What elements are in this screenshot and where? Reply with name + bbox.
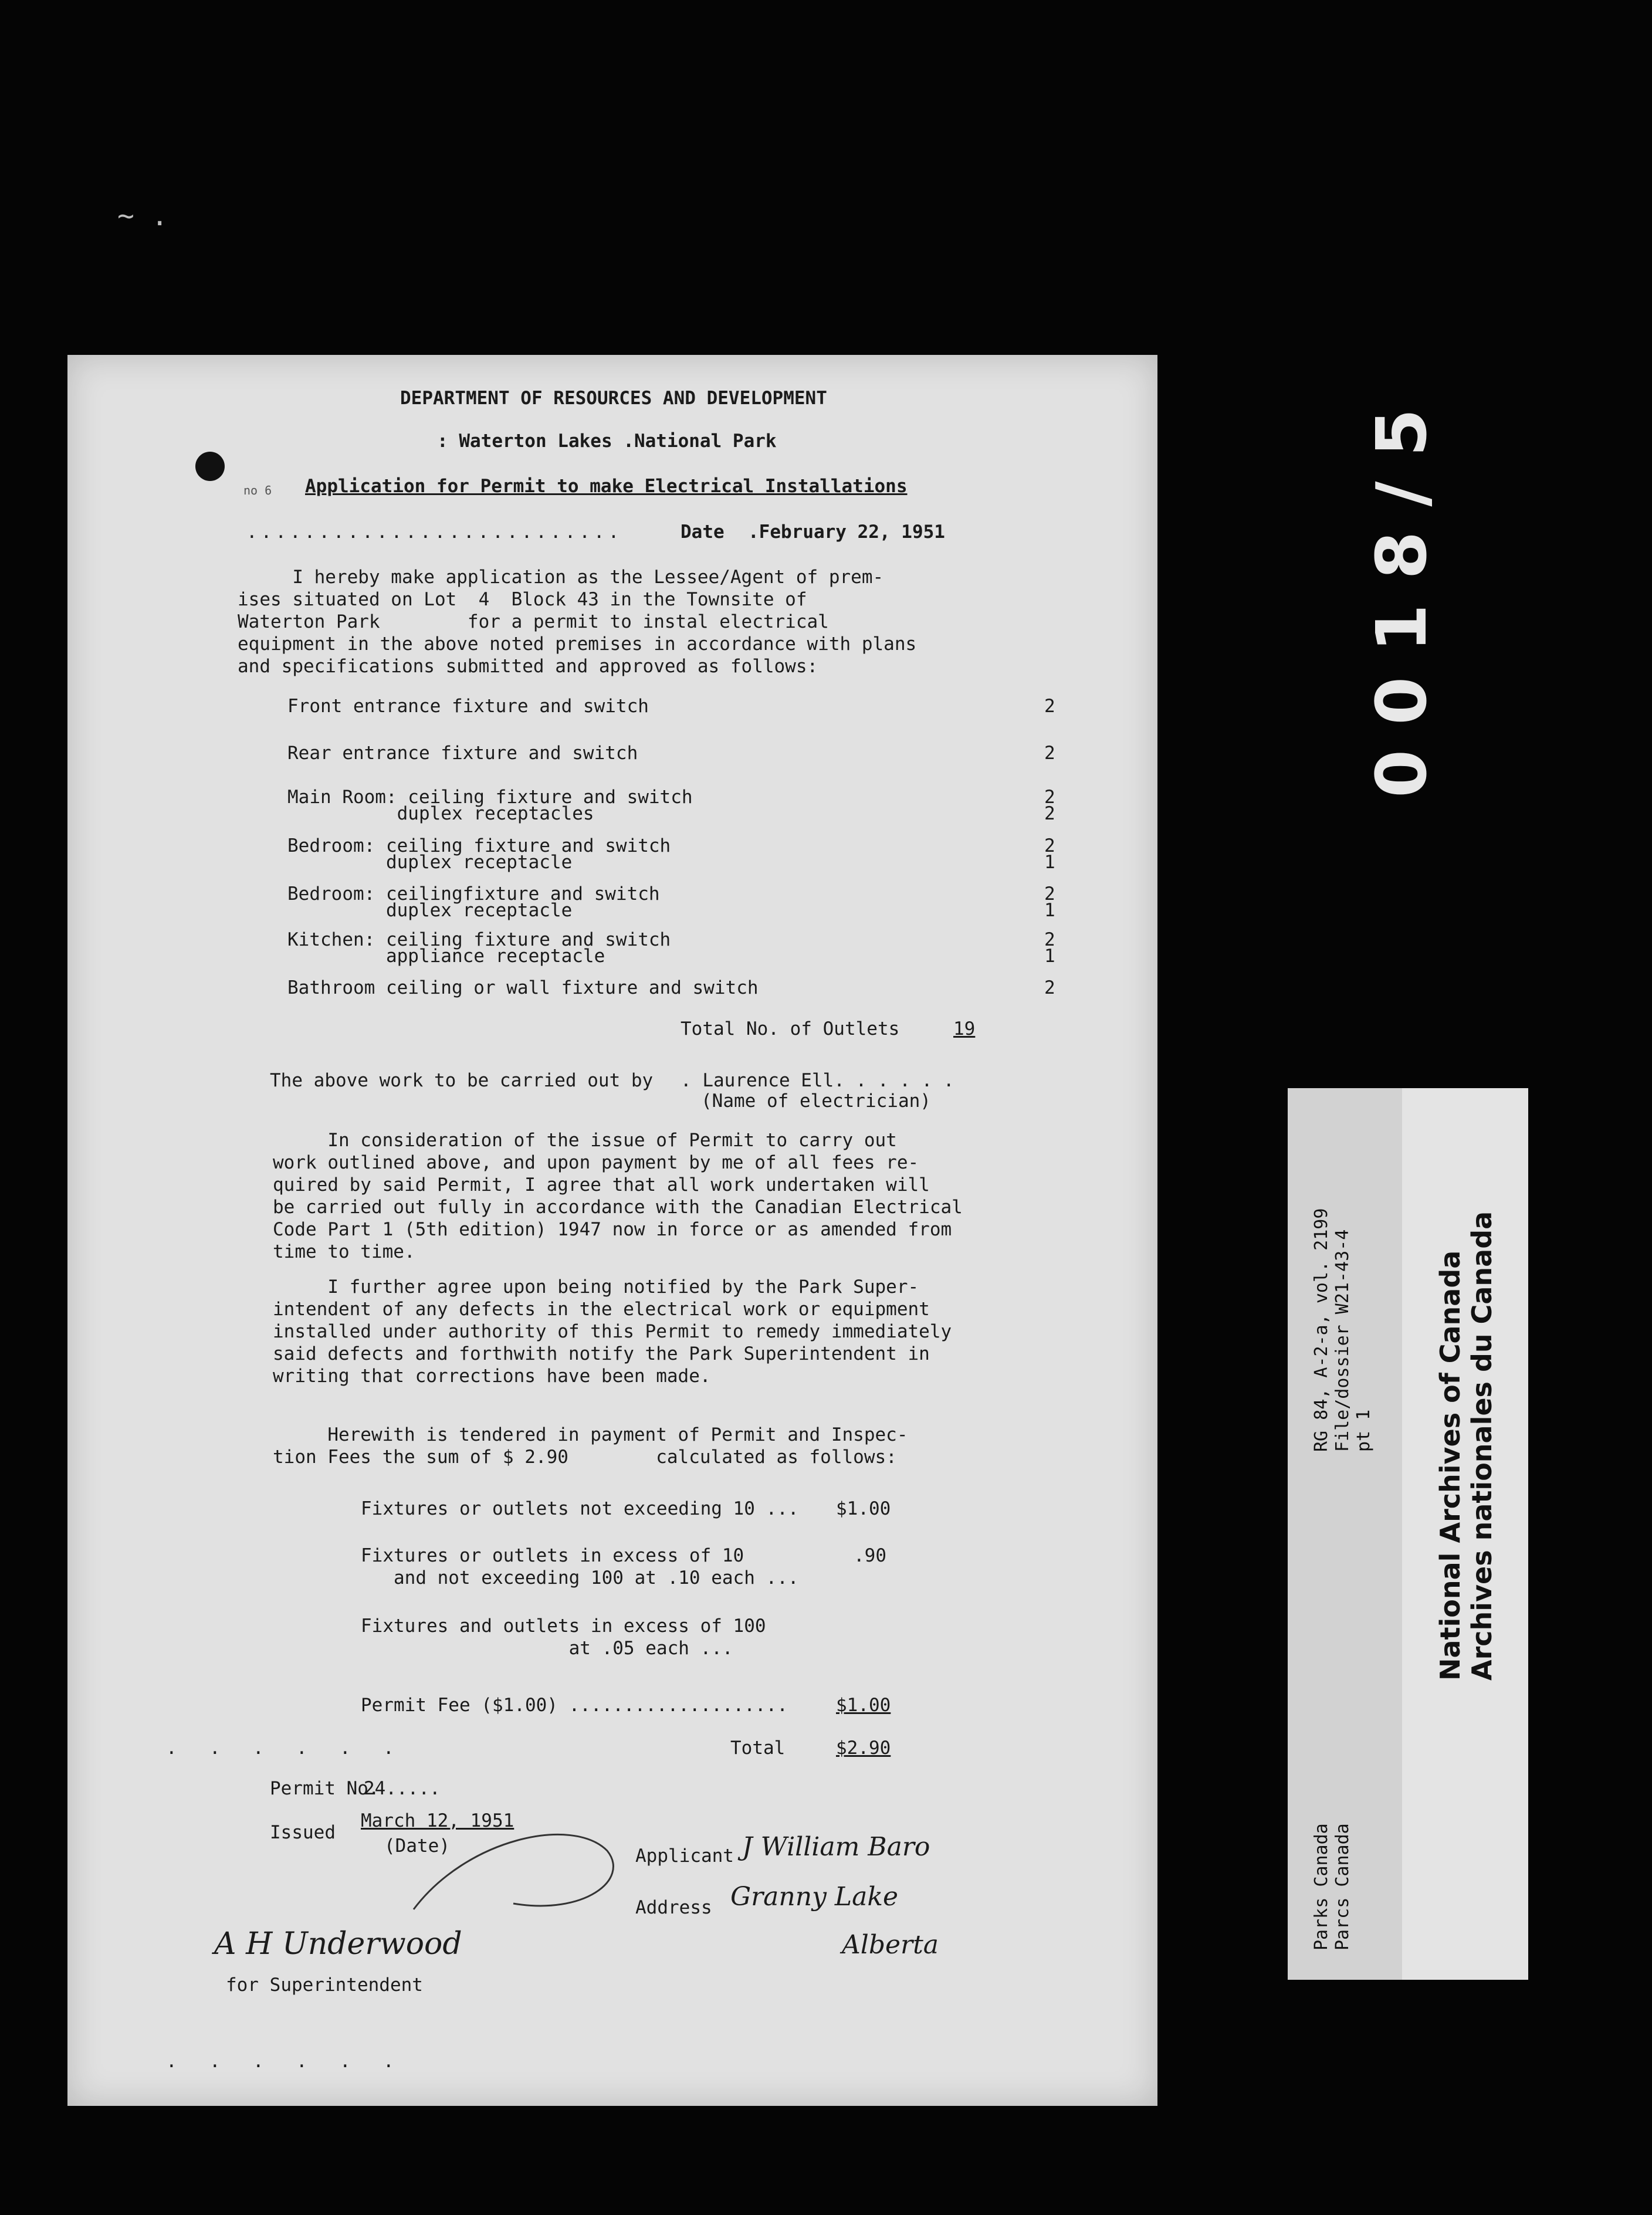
- margin-note: no 6: [243, 483, 272, 497]
- dotted-leader: . . . . . .: [166, 2051, 398, 2072]
- national-archives-text: [1434, 1211, 1498, 1681]
- paragraph-line: quired by said Permit, I agree that all work undertaken will: [273, 1174, 930, 1195]
- item-quantity: 1: [1044, 900, 1055, 921]
- item-description: Front entrance fixture and switch: [287, 696, 649, 717]
- issued-date-caption: (Date): [384, 1835, 450, 1857]
- intro-line: Waterton Park for a permit to instal electrical: [238, 611, 829, 632]
- paragraph-line: installed under authority of this Permit to remedy immediately: [273, 1321, 952, 1342]
- film-marks: ~ .: [117, 199, 168, 232]
- permit-fee-label: Permit Fee ($1.00) ....................: [361, 1695, 788, 1716]
- paragraph-line: be carried out fully in accordance with the Canadian Electrical: [273, 1197, 963, 1218]
- item-description: Rear entrance fixture and switch: [287, 743, 638, 764]
- fee-amount: $1.00: [836, 1498, 891, 1519]
- total-label: Total: [730, 1738, 786, 1759]
- superintendent-signature: A H Underwood: [214, 1926, 462, 1962]
- reference-line: RG 84, A-2-a, vol. 2199: [1311, 1208, 1332, 1452]
- parks-line: Parcs Canada: [1332, 1823, 1353, 1950]
- item-quantity: 2: [1044, 696, 1055, 717]
- reference-line: pt 1: [1353, 1409, 1374, 1452]
- item-description: Kitchen: ceiling fixture and switch: [287, 929, 671, 950]
- reference-line: File/dossier W21-43-4: [1332, 1229, 1353, 1452]
- total-value: $2.90: [836, 1738, 891, 1759]
- film-frame-number: 0018/5: [1361, 384, 1442, 798]
- paragraph-line: In consideration of the issue of Permit to carry out: [273, 1130, 897, 1151]
- signature-flourish: [396, 1816, 631, 1950]
- issued-label: Issued: [270, 1822, 336, 1843]
- item-description: duplex receptacle: [287, 900, 573, 921]
- address-line-2: Alberta: [842, 1930, 939, 1960]
- nac-line: National Archives of Canada: [1434, 1250, 1466, 1681]
- item-quantity: 2: [1044, 929, 1055, 950]
- address-line-1: Granny Lake: [730, 1882, 899, 1912]
- parks-line: Parks Canada: [1311, 1823, 1332, 1950]
- paragraph-line: said defects and forthwith notify the Park Superintendent in: [273, 1343, 930, 1364]
- electrician-caption: (Name of electrician): [701, 1090, 931, 1112]
- paragraph-line: Code Part 1 (5th edition) 1947 now in force or as amended from: [273, 1219, 952, 1240]
- applicant-signature: J William Baro: [742, 1832, 930, 1862]
- permit-fee-value: $1.00: [836, 1695, 891, 1716]
- date-value: .February 22, 1951: [748, 521, 945, 543]
- electrician-line: The above work to be carried out by: [270, 1070, 654, 1091]
- permit-application-document: [67, 355, 1157, 2106]
- total-outlets-label: Total No. of Outlets: [681, 1018, 900, 1039]
- item-description: Bedroom: ceilingfixture and switch: [287, 883, 660, 905]
- paragraph-line: tion Fees the sum of $ 2.90 calculated as follows:: [273, 1447, 897, 1468]
- issued-date: March 12, 1951: [361, 1810, 514, 1831]
- item-description: duplex receptacles: [287, 803, 594, 824]
- item-quantity: 2: [1044, 803, 1055, 824]
- item-quantity: 2: [1044, 743, 1055, 764]
- permit-number-label: Permit No.: [270, 1778, 380, 1799]
- park-name: : Waterton Lakes .National Park: [437, 431, 777, 452]
- item-description: Bedroom: ceiling fixture and switch: [287, 835, 671, 856]
- electrician-name: . Laurence Ell. . . . . .: [681, 1070, 954, 1091]
- item-quantity: 2: [1044, 883, 1055, 905]
- item-quantity: 2: [1044, 787, 1055, 808]
- fee-line: Fixtures or outlets in excess of 10: [361, 1545, 744, 1566]
- item-quantity: 2: [1044, 977, 1055, 998]
- total-outlets-value: 19: [953, 1018, 976, 1039]
- intro-line: equipment in the above noted premises in accordance with plans: [238, 634, 917, 655]
- paragraph-line: intendent of any defects in the electrical work or equipment: [273, 1299, 930, 1320]
- paragraph-line: work outlined above, and upon payment by me of all fees re-: [273, 1152, 919, 1173]
- fee-line: at .05 each ...: [361, 1638, 733, 1659]
- superintendent-caption: for Superintendent: [226, 1974, 423, 1996]
- intro-line: ises situated on Lot 4 Block 43 in the Townsite of: [238, 589, 807, 610]
- item-quantity: 1: [1044, 852, 1055, 873]
- fee-line: and not exceeding 100 at .10 each ...: [361, 1567, 799, 1589]
- item-quantity: 1: [1044, 946, 1055, 967]
- punch-hole: [195, 452, 225, 481]
- parks-canada-text: [1311, 1823, 1353, 1950]
- fee-line: Fixtures and outlets in excess of 100: [361, 1615, 766, 1637]
- department-heading: DEPARTMENT OF RESOURCES AND DEVELOPMENT: [400, 388, 827, 409]
- paragraph-line: time to time.: [273, 1241, 415, 1262]
- item-description: duplex receptacle: [287, 852, 573, 873]
- dotted-leader: . . . . . .: [166, 1738, 398, 1759]
- dotted-leader: ..........................: [246, 521, 623, 543]
- fee-amount: .90: [854, 1545, 886, 1566]
- item-description: Main Room: ceiling fixture and switch: [287, 787, 693, 808]
- permit-number-value: 24.....: [364, 1778, 441, 1799]
- item-quantity: 2: [1044, 835, 1055, 856]
- date-label: Date: [681, 521, 725, 543]
- intro-line: and specifications submitted and approved as follows:: [238, 656, 818, 677]
- archive-label: [1288, 1088, 1528, 1980]
- address-label: Address: [635, 1897, 712, 1918]
- paragraph-line: writing that corrections have been made.: [273, 1366, 711, 1387]
- paragraph-line: I further agree upon being notified by the Park Super-: [273, 1276, 919, 1298]
- fee-line: Fixtures or outlets not exceeding 10 ...: [361, 1498, 799, 1519]
- document-title: Application for Permit to make Electrical Installations: [305, 476, 908, 497]
- paragraph-line: Herewith is tendered in payment of Permit and Inspec-: [273, 1424, 908, 1445]
- nac-line: Archives nationales du Canada: [1466, 1211, 1498, 1681]
- applicant-label: Applicant: [635, 1845, 734, 1867]
- item-description: appliance receptacle: [287, 946, 605, 967]
- item-description: Bathroom ceiling or wall fixture and switch: [287, 977, 759, 998]
- intro-line: I hereby make application as the Lessee/Agent of prem-: [238, 567, 884, 588]
- archive-reference: [1311, 1208, 1375, 1452]
